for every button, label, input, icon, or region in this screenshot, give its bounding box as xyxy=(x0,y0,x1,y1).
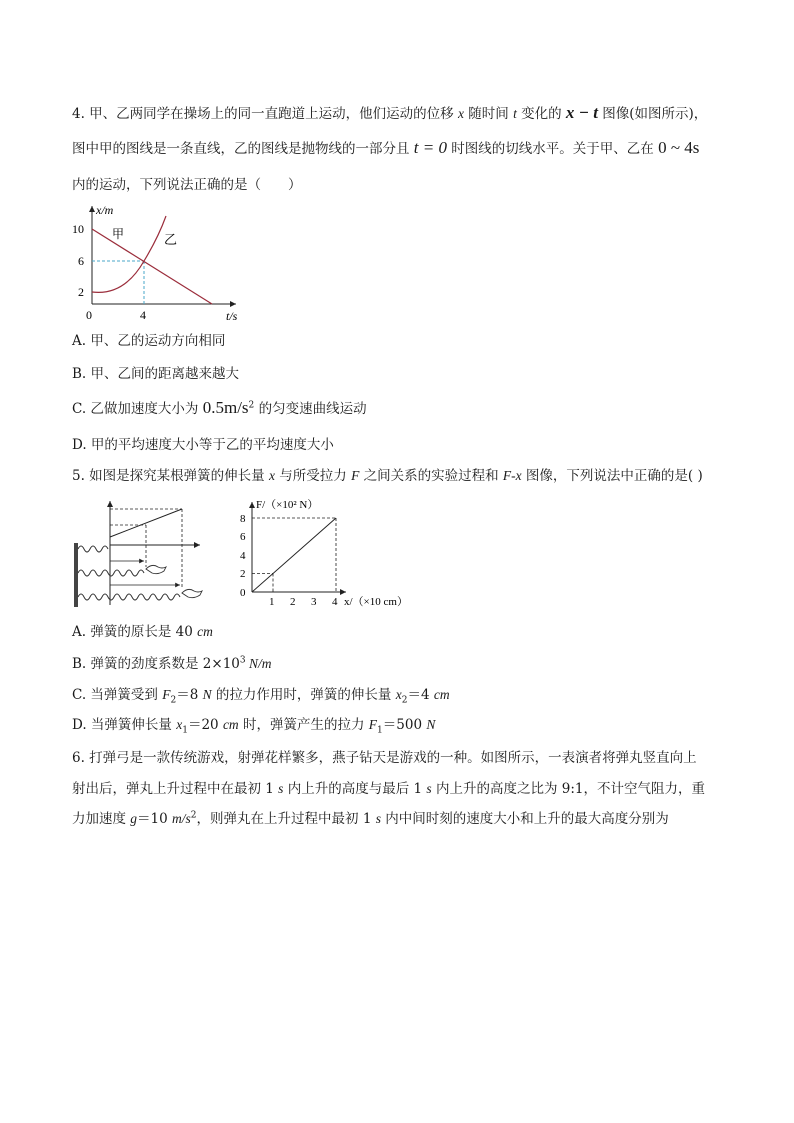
q4-stem-line1: 4. 甲、乙两同学在操场上的同一直跑道上运动，他们运动的位移 x 随时间 t 变化的 x − t 图像(如图所示)， xyxy=(72,103,708,122)
q4-xt-graph xyxy=(66,202,246,322)
q4-y-label: x/m xyxy=(96,203,114,217)
q5-xtick-3: 3 xyxy=(311,596,317,608)
q4-stem-line3: 内的运动，下列说法正确的是（ ） xyxy=(72,177,302,193)
q4-option-c: C. 乙做加速度大小为 $0.5m/s^2$ 的匀变速曲线运动 xyxy=(72,398,367,417)
q5-stem: 5. 如图是探究某根弹簧的伸长量 x 与所受拉力 F 之间关系的实验过程和 F-x 图像，下列说法中正确的是( ) xyxy=(72,468,703,484)
q4-option-d: D. 甲的平均速度大小等于乙的平均速度大小 xyxy=(72,437,334,453)
q5-ytick-6: 6 xyxy=(240,531,246,543)
q5-spring-apparatus xyxy=(70,497,210,609)
q6-stem-line1: 6. 打弹弓是一款传统游戏，射弹花样繁多，燕子钻天是游戏的一种。如图所示，一表演者将弹丸竖直向上 xyxy=(72,750,697,766)
spring-3 xyxy=(78,594,180,600)
q6-stem-line3: 力加速度 g＝10 $m/s^2$，则弹丸在上升过程中最初 1 s 内中间时刻的速度大小和上升的最大高度分别为 xyxy=(72,810,669,827)
q5-option-a: A. 弹簧的原长是 40 cm xyxy=(72,624,213,640)
q5-xtick-2: 2 xyxy=(290,596,296,608)
q4-ytick-6: 6 xyxy=(78,254,84,268)
q5-ytick-4: 4 xyxy=(240,550,246,562)
q4-curve-yi xyxy=(92,216,166,292)
q6-stem-line2: 射出后，弹丸上升过程中在最初 1 s 内上升的高度与最后 1 s 内上升的高度之比为 9:1，不计空气阻力，重 xyxy=(72,781,705,797)
q5-ytick-8: 8 xyxy=(240,513,246,525)
wall xyxy=(74,543,78,607)
q4-label-jia: 甲 xyxy=(112,227,125,241)
hand-2 xyxy=(182,589,202,597)
q4-xtick-0: 0 xyxy=(86,308,92,322)
q5-option-b: B. 弹簧的劲度系数是 $2\times 10^3$ N/m xyxy=(72,655,272,672)
spring-1 xyxy=(78,546,108,552)
q5-option-c: C. 当弹簧受到 $F_2=8$ N 的拉力作用时，弹簧的伸长量 $x_2=4$ cm xyxy=(72,687,450,706)
q5-fx-line xyxy=(252,518,336,592)
q5-xtick-1: 1 xyxy=(269,596,275,608)
hand-1 xyxy=(146,565,166,573)
q5-y-label: F/（×10² N） xyxy=(256,499,319,511)
q4-option-a: A. 甲、乙的运动方向相同 xyxy=(72,333,226,349)
q4-ytick-2: 2 xyxy=(78,285,84,299)
q5-fx-graph xyxy=(234,494,424,610)
q5-x-label: x/（×10 cm） xyxy=(344,596,408,608)
q5-ytick-2: 2 xyxy=(240,568,246,580)
q5-option-d: D. 当弹簧伸长量 $x_1=20$ cm 时，弹簧产生的拉力 $F_1=500$ N xyxy=(72,717,436,736)
q4-ytick-10: 10 xyxy=(72,222,84,236)
q4-option-b: B. 甲、乙间的距离越来越大 xyxy=(72,366,240,382)
q4-xtick-4: 4 xyxy=(140,308,146,322)
q4-stem-line2: 图中甲的图线是一条直线，乙的图线是抛物线的一部分且 t = 0 时图线的切线水平。关于甲、乙在 0 ~ 4s xyxy=(72,138,700,157)
q5-xtick-4: 4 xyxy=(332,596,338,608)
q4-label-yi: 乙 xyxy=(164,232,178,247)
q5-ytick-0: 0 xyxy=(240,587,246,599)
q4-x-label: t/s xyxy=(226,309,238,322)
spring-2 xyxy=(78,570,144,576)
q4-line-jia xyxy=(92,229,212,304)
